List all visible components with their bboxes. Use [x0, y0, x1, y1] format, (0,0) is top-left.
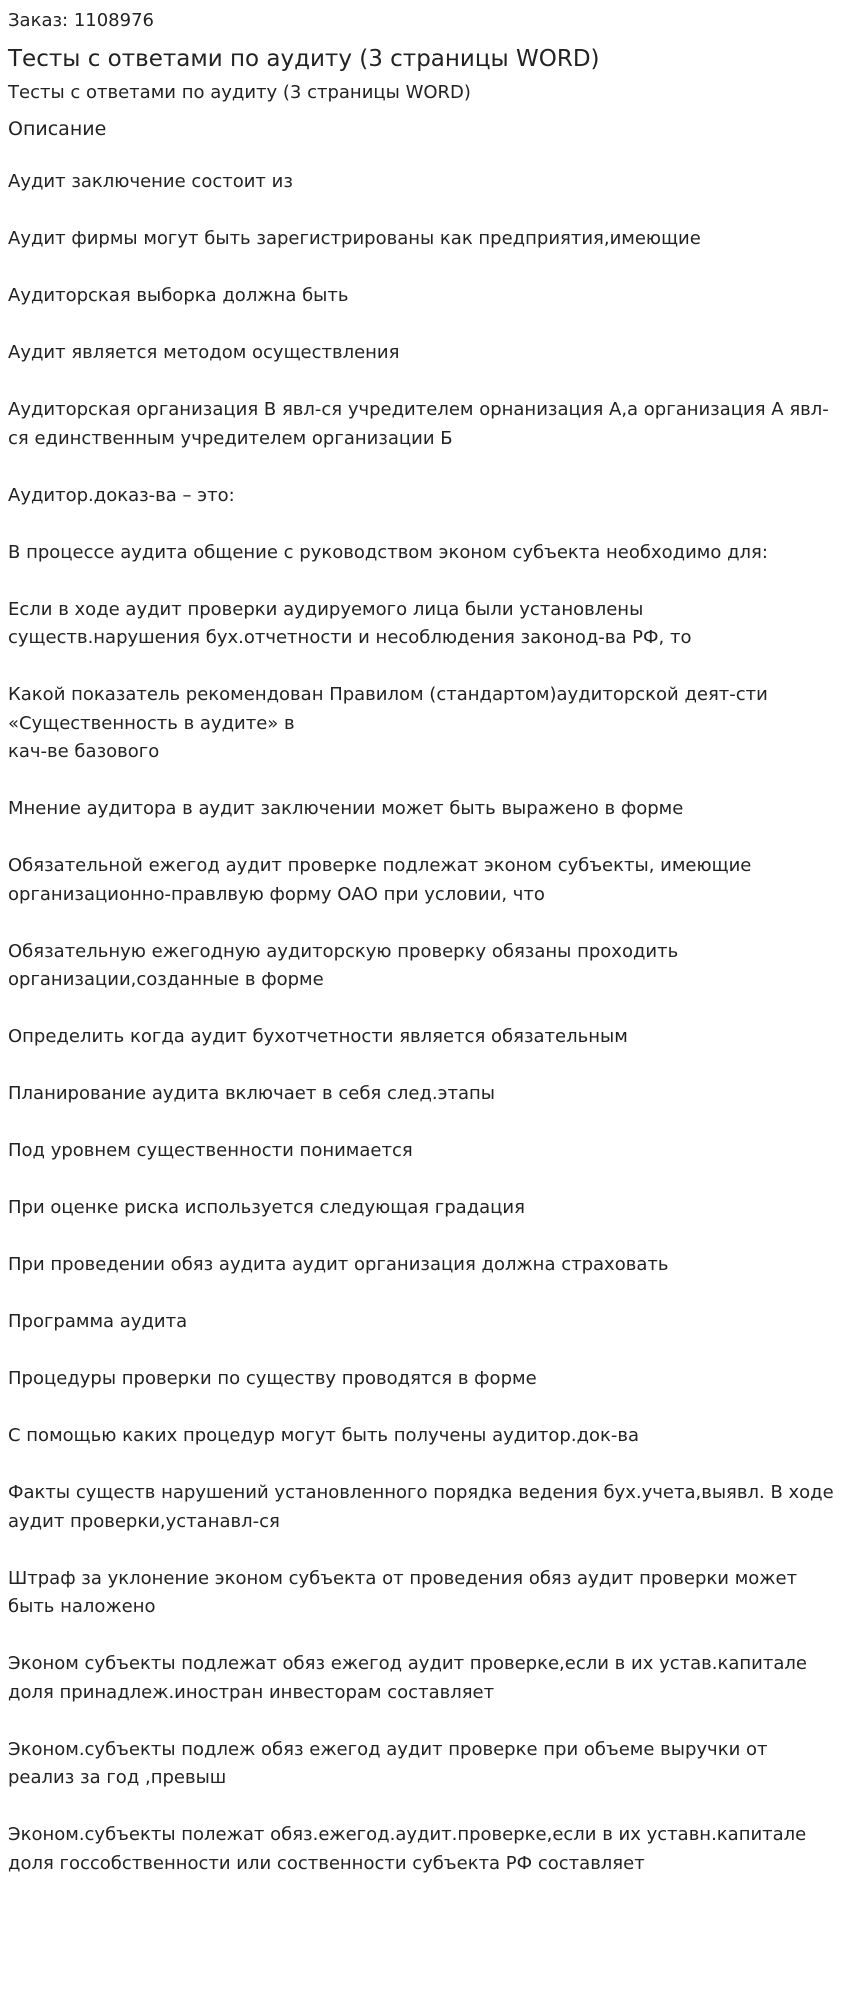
question-item: Если в ходе аудит проверки аудируемого лица были установлены существ.нарушения бух.отчетности и несоблюдения законод-ва РФ, то — [8, 598, 692, 648]
page-subtitle: Тесты с ответами по аудиту (3 страницы WORD) — [8, 82, 471, 103]
question-item: С помощью каких процедур могут быть получены аудитор.док-ва — [8, 1425, 640, 1446]
question-item: Мнение аудитора в аудит заключении может быть выражено в форме — [8, 798, 684, 819]
question-item: Планирование аудита включает в себя след.этапы — [8, 1083, 495, 1104]
question-item: Обязательную ежегодную аудиторскую проверку обязаны проходить организации,созданные в форме — [8, 940, 679, 990]
question-item: При проведении обяз аудита аудит организация должна страховать — [8, 1254, 669, 1275]
question-item: Аудит является методом осуществления — [8, 342, 400, 363]
question-item: Эконом субъекты подлежат обяз ежегод аудит проверке,если в их устав.капитале доля принадлеж.иностран инвесторам составляет — [8, 1653, 807, 1703]
question-item: Аудит фирмы могут быть зарегистрированы как предприятия,имеющие — [8, 228, 701, 249]
question-item: Определить когда аудит бухотчетности является обязательным — [8, 1026, 628, 1047]
page-title: Тесты с ответами по аудиту (3 страницы WORD) — [8, 46, 600, 72]
question-item: В процессе аудита общение с руководством эконом субъекта необходимо для: — [8, 541, 768, 563]
question-item: Под уровнем существенности понимается — [8, 1140, 413, 1161]
question-item: Штраф за уклонение эконом субъекта от проведения обяз аудит проверки может быть наложено — [8, 1567, 798, 1617]
question-item: При оценке риска используется следующая градация — [8, 1197, 525, 1218]
order-number: Заказ: 1108976 — [8, 10, 154, 31]
question-item: Эконом.субъекты полежат обяз.ежегод.аудит.проверке,если в их уставн.капитале доля госсобственности или соственности субъекта РФ составляет — [8, 1824, 807, 1874]
question-item: Какой показатель рекомендован Правилом (стандартом)аудиторской деят-сти «Существенность в аудите» в кач-ве базового — [8, 684, 768, 762]
question-item: Аудиторская выборка должна быть — [8, 285, 349, 306]
description-heading: Описание — [8, 118, 107, 140]
question-item: Аудитор.доказ-ва – это: — [8, 484, 235, 506]
question-item: Эконом.субъекты подлеж обяз ежегод аудит проверке при объеме выручки от реализ за год ,превыш — [8, 1738, 768, 1788]
question-item: Аудит заключение состоит из — [8, 171, 293, 192]
question-item: Процедуры проверки по существу проводятся в форме — [8, 1368, 537, 1389]
question-list — [8, 168, 839, 1878]
question-item: Аудиторская организация В явл-ся учредителем орнанизация А,а организация А явл-ся единственным учредителем организации Б — [8, 399, 829, 449]
question-item: Обязательной ежегод аудит проверке подлежат эконом субъекты, имеющие организационно-правлвую форму ОАО при условии, что — [8, 855, 752, 905]
question-item: Программа аудита — [8, 1311, 188, 1332]
question-item: Факты существ нарушений установленного порядка ведения бух.учета,выявл. В ходе аудит проверки,устанавл-ся — [8, 1482, 834, 1532]
